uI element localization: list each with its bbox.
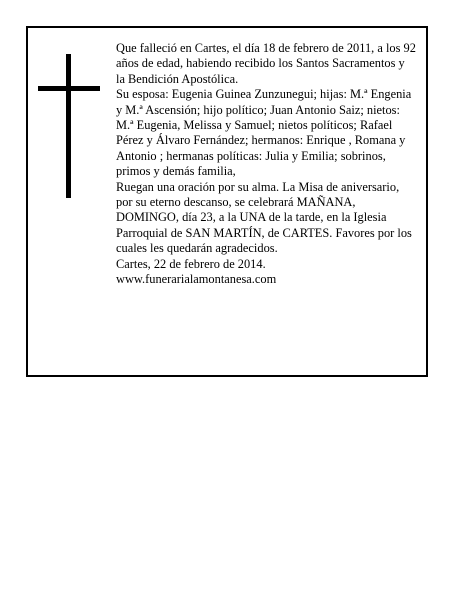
cross-icon: [38, 54, 100, 198]
cross-vertical-bar: [66, 54, 71, 198]
death-announcement: Que falleció en Cartes, el día 18 de febrero de 2011, a los 92 años de edad, habiendo recibido los Santos Sacramentos y la Bendición Apostólica.: [116, 41, 416, 86]
notice-body: [116, 41, 416, 288]
cross-horizontal-bar: [38, 86, 100, 91]
obituary-notice: [26, 26, 428, 377]
funeral-home-website: www.funerarialamontanesa.com: [116, 272, 277, 287]
family-list: Su esposa: Eugenia Guinea Zunzunegui; hijas: M.ª Engenia y M.ª Ascensión; hijo político; Juan Antonio Saiz; nietos: M.ª Eugenia, Melissa y Samuel; nietos políticos; Rafael Pérez y Álvaro Fernández; hermanos: Enrique , Romana y Antonio ; hermanas políticas: Julia y Emilia; sobrinos, primos y demás familia,: [116, 87, 412, 179]
mass-announcement: Ruegan una oración por su alma. La Misa de aniversario, por su eterno descanso, se celebrará MAÑANA, DOMINGO, día 23, a la UNA de la tarde, en la Iglesia Parroquial de SAN MARTÍN, de CARTES. Favores por los cuales les quedarán agradecidos.: [116, 179, 412, 256]
place-date: Cartes, 22 de febrero de 2014.: [116, 256, 266, 271]
